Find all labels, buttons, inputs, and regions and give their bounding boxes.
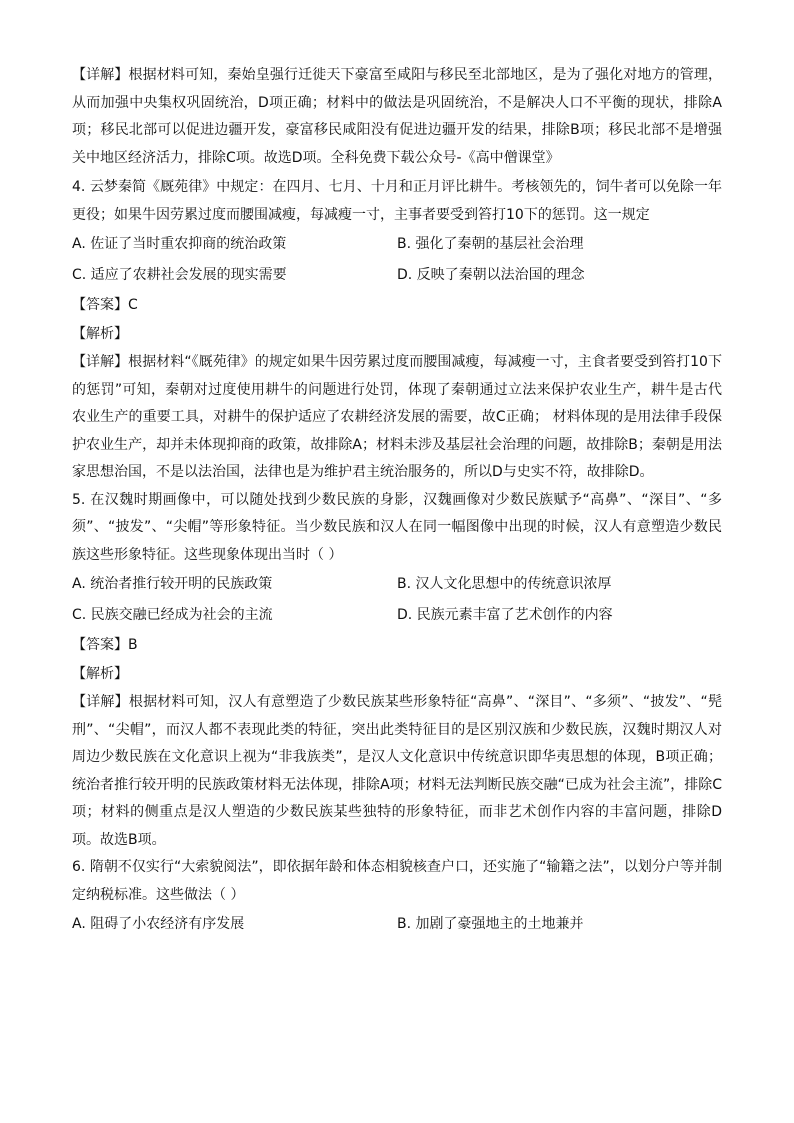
- q4-option-a: A. 佐证了当时重农抑商的统治政策: [72, 236, 287, 252]
- q5-detail: 【详解】根据材料可知，汉人有意塑造了少数民族某些形象特征“高鼻”、“深目”、“多须”、“披发”、“髡刑”、“尖帽”，而汉人都不表现此类的特征，突出此类特征目的是区别汉族和少数民族，汉魏时期汉人对周边少数民族在文化意识上视为“非我族类”，是汉人文化意识中传统意识即华夷思想的体现，B项正确；统治者推行较开明的民族政策材料无法体现，排除A项；材料无法判断民族交融“已成为社会主流”，排除C项；材料的侧重点是汉人塑造的少数民族某些独特的形象特征，而非艺术创作内容的丰富问题，排除D项。故选B项。: [72, 694, 722, 848]
- q3-detail: 【详解】根据材料可知，秦始皇强行迁徙天下豪富至咸阳与移民至北部地区，是为了强化对地方的管理，从而加强中央集权巩固统治，D项正确；材料中的做法是巩固统治，不是解决人口不平衡的现状，排除A项；移民北部可以促进边疆开发，豪富移民咸阳没有促进边疆开发的结果，排除B项；移民北部不是增强关中地区经济活力，排除C项。故选D项。全科免费下载公众号-《高中僧课堂》: [72, 67, 722, 166]
- q6-stem: 6. 隋朝不仅实行“大索貌阅法”，即依据年龄和体态相貌核查户口，还实施了“输籍之法”，以划分户等并制定纳税标准。这些做法（ ）: [72, 859, 722, 903]
- q4-option-b: B. 强化了秦朝的基层社会治理: [397, 236, 584, 252]
- q4-options-row1: [72, 229, 722, 260]
- q5-options-row2: [72, 600, 722, 631]
- q5-analysis: 【解析】: [72, 666, 128, 682]
- q6-option-b: B. 加剧了豪强地主的土地兼并: [397, 916, 584, 932]
- q4-answer: 【答案】C: [72, 297, 138, 313]
- q4-stem: 4. 云梦秦简《厩苑律》中规定：在四月、七月、十月和正月评比耕牛。考核领先的，饲牛者可以免除一年更役；如果牛因劳累过度而腰围减瘦，每减瘦一寸，主事者要受到笞打10下的惩罚。这一规定: [72, 179, 722, 223]
- q4-detail: 【详解】根据材料“《厩苑律》的规定如果牛因劳累过度而腰围减瘦，每减瘦一寸，主食者要受到笞打10下的惩罚”可知，秦朝对过度使用耕牛的问题进行处罚，体现了秦朝通过立法来保护农业生产，耕牛是古代农业生产的重要工具，对耕牛的保护适应了农耕经济发展的需要，故C正确； 材料体现的是用法律手段保护农业生产，却并未体现抑商的政策，故排除A；材料未涉及基层社会治理的问题，故排除B；秦朝是用法家思想治国，不是以法治国，法律也是为维护君主统治服务的，所以D与史实不符，故排除D。: [72, 354, 722, 480]
- q5-answer: 【答案】B: [72, 637, 138, 653]
- q5-options-row1: [72, 569, 722, 600]
- q5-option-d: D. 民族元素丰富了艺术创作的内容: [397, 607, 613, 623]
- q6-options-row1: [72, 909, 722, 940]
- q5-stem: 5. 在汉魏时期画像中，可以随处找到少数民族的身影，汉魏画像对少数民族赋予“高鼻”、“深目”、“多须”、“披发”、“尖帽”等形象特征。当少数民族和汉人在同一幅图像中出现的时候，汉人有意塑造少数民族这些形象特征。这些现象体现出当时（ ）: [72, 491, 722, 563]
- q4-option-d: D. 反映了秦朝以法治国的理念: [397, 267, 585, 283]
- q4-option-c: C. 适应了农耕社会发展的现实需要: [72, 267, 287, 283]
- q6-option-a: A. 阻碍了小农经济有序发展: [72, 916, 245, 932]
- q5-option-a: A. 统治者推行较开明的民族政策: [72, 576, 273, 592]
- exam-page: [72, 62, 722, 940]
- q4-options-row2: [72, 260, 722, 291]
- q5-option-b: B. 汉人文化思想中的传统意识浓厚: [397, 576, 612, 592]
- q5-option-c: C. 民族交融已经成为社会的主流: [72, 607, 273, 623]
- q4-analysis: 【解析】: [72, 326, 128, 342]
